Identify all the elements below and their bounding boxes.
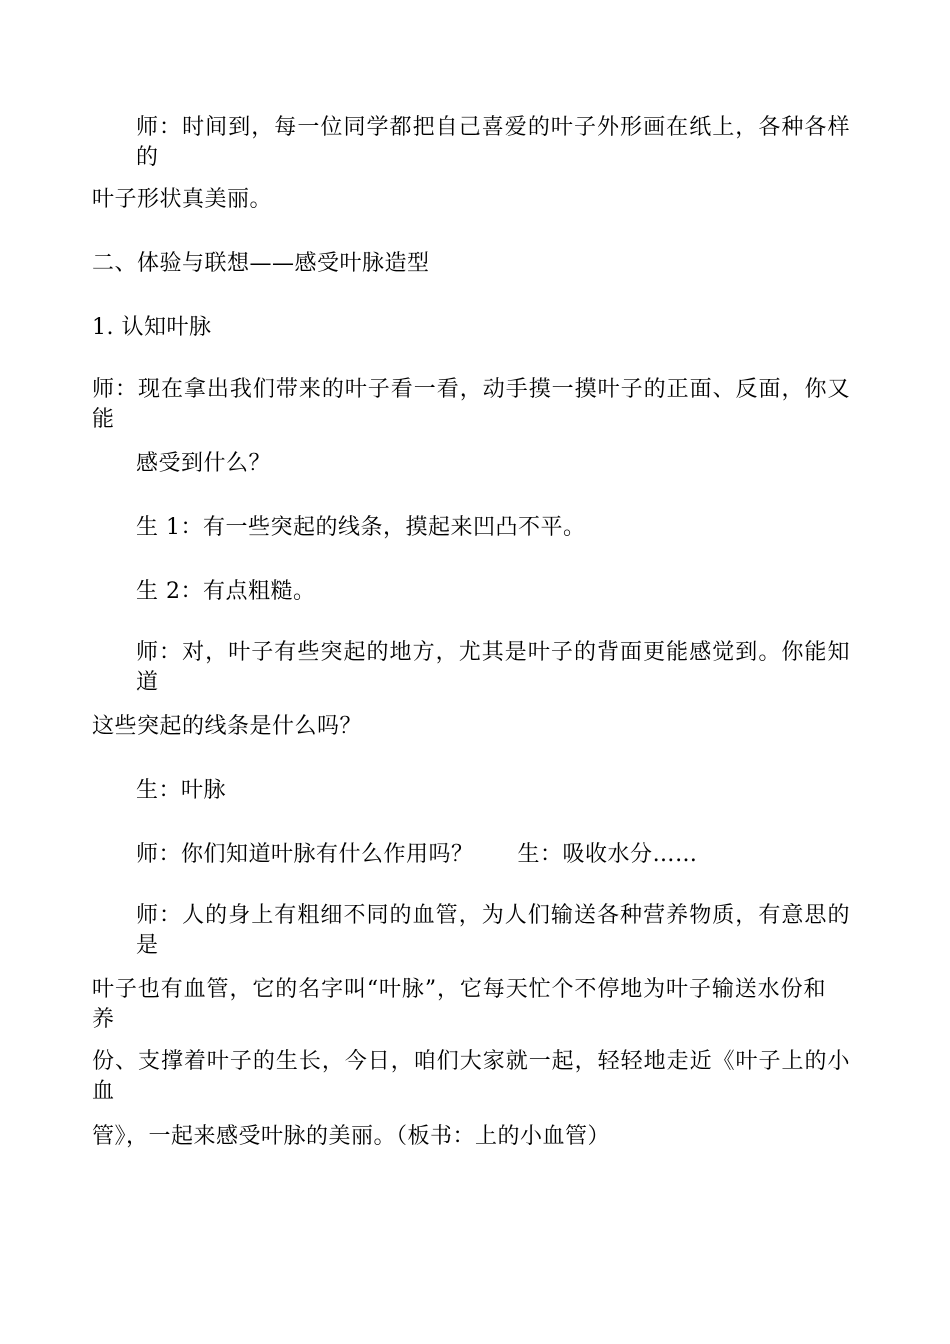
- subsection-heading: 1. 认知叶脉: [92, 315, 212, 340]
- paragraph-line: 师：时间到，每一位同学都把自己喜爱的叶子外形画在纸上，各种各样的: [136, 115, 850, 170]
- paragraph-line: [136, 840, 698, 870]
- paragraph-line: 师：现在拿出我们带来的叶子看一看，动手摸一摸叶子的正面、反面，你又能: [92, 377, 850, 432]
- paragraph-line: 生 1：有一些突起的线条，摸起来凹凸不平。: [136, 515, 586, 540]
- section-heading: 二、体验与联想——感受叶脉造型: [92, 251, 430, 276]
- paragraph-line: 感受到什么？: [136, 451, 272, 476]
- paragraph-line: 生 2：有点粗糙。: [136, 579, 316, 604]
- paragraph-line: 师：对，叶子有些突起的地方，尤其是叶子的背面更能感觉到。你能知道: [136, 640, 850, 695]
- paragraph-line: 叶子也有血管，它的名字叫“叶脉”，它每天忙个不停地为叶子输送水份和养: [92, 977, 826, 1032]
- paragraph-line: 份、支撑着叶子的生长，今日，咱们大家就一起，轻轻地走近《叶子上的小血: [92, 1049, 850, 1104]
- paragraph-line: 管》，一起来感受叶脉的美丽。（板书：上的小血管）: [92, 1124, 611, 1149]
- paragraph-line: 生：叶脉: [136, 778, 227, 803]
- paragraph-line: 这些突起的线条是什么吗？: [92, 714, 363, 739]
- paragraph-line: 叶子形状真美丽。: [92, 187, 273, 212]
- teacher-question: 师：你们知道叶脉有什么作用吗？: [136, 842, 474, 867]
- student-answer: 生：吸收水分……: [517, 842, 698, 867]
- paragraph-line: 师：人的身上有粗细不同的血管，为人们输送各种营养物质，有意思的是: [136, 903, 850, 958]
